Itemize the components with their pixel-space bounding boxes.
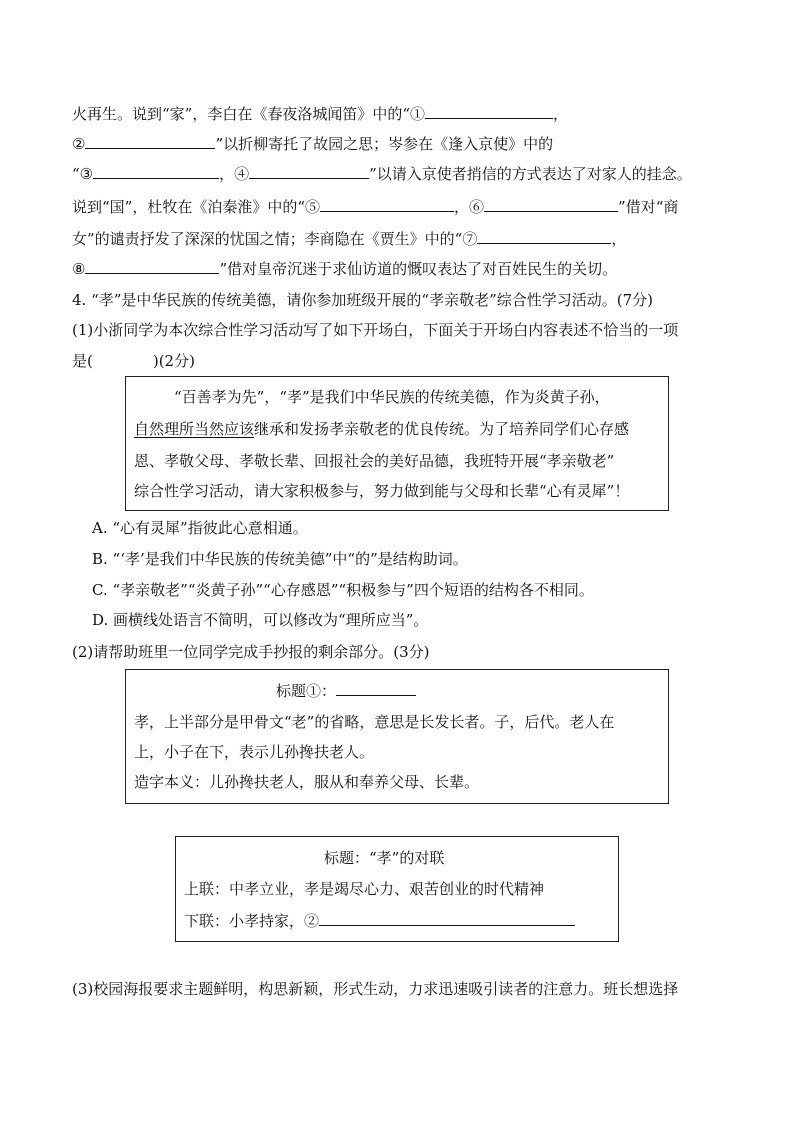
text: ，⑥ — [454, 198, 485, 216]
text: 下联：小孝持家，② — [184, 912, 320, 930]
question-4-stem: 4. “孝”是中华民族的传统美德，请你参加班级开展的“孝亲敬老”综合性学习活动。(7分) — [72, 291, 654, 309]
title-blank-1[interactable] — [336, 680, 416, 696]
text: ，④ — [219, 165, 250, 183]
text: ”借对“商 — [618, 198, 679, 216]
text: 女”的谴责抒发了深深的忧国之情；李商隐在《贾生》中的“⑦ — [72, 230, 478, 248]
sub-question-3: (3)校园海报要求主题鲜明，构思新颖，形式生动，力求迅速吸引读者的注意力。班长想选择 — [72, 980, 679, 998]
box1-line-2 — [134, 419, 629, 439]
box1-line-1: “百善孝为先”，“孝”是我们中华民族的传统美德，作为炎黄子孙， — [174, 388, 610, 406]
box2-line-1: 孝，上半部分是甲骨文“老”的省略，意思是长发长者。子，后代。老人在 — [134, 713, 615, 731]
poem-line-3 — [72, 163, 692, 184]
box2-title — [276, 680, 416, 701]
answer-blank-7[interactable] — [477, 228, 611, 244]
couplet-box — [175, 836, 619, 942]
poem-line-2 — [72, 133, 553, 154]
text: ⑧ — [72, 260, 86, 278]
poem-line-4 — [72, 196, 678, 217]
text: ② — [72, 135, 86, 153]
underlined-phrase: 自然理所当然应该 — [134, 420, 255, 438]
couplet-upper: 上联：中孝立业，孝是竭尽心力、艰苦创业的时代精神 — [184, 880, 545, 898]
box3-title: 标题：“孝”的对联 — [324, 849, 445, 867]
answer-blank-4[interactable] — [249, 163, 369, 179]
handwritten-newspaper-box — [125, 669, 669, 804]
option-a[interactable]: A. “心有灵犀”指彼此心意相通。 — [92, 519, 308, 537]
option-c[interactable]: C. “孝亲敬老”“炎黄子孙”“心存感恩”“积极参与”四个短语的结构各不相同。 — [92, 581, 594, 599]
text: ， — [553, 105, 569, 123]
answer-blank-5[interactable] — [320, 196, 454, 212]
text: “③ — [72, 165, 94, 183]
text: 继承和发扬孝亲敬老的优良传统。为了培养同学们心存感 — [254, 420, 630, 438]
opening-remarks-box — [125, 376, 669, 511]
option-b[interactable]: B. “‘孝’是我们中华民族的传统美德”中“的”是结构助词。 — [92, 550, 468, 568]
answer-blank-1[interactable] — [425, 103, 553, 119]
poem-line-5 — [72, 228, 626, 249]
sub-question-1-line2: 是( )(2分) — [72, 352, 195, 370]
poem-line-1 — [72, 103, 568, 124]
sub-question-2: (2)请帮助班里一位同学完成手抄报的剩余部分。(3分) — [72, 643, 430, 661]
text: ， — [611, 230, 627, 248]
text: 说到“国”，杜牧在《泊秦淮》中的“⑤ — [72, 198, 321, 216]
text: ”借对皇帝沉迷于求仙访道的慨叹表达了对百姓民生的关切。 — [219, 260, 618, 278]
poem-line-6 — [72, 258, 617, 279]
box2-line-2: 上，小子在下，表示儿孙搀扶老人。 — [134, 743, 375, 761]
text: ”以请入京使者捎信的方式表达了对家人的挂念。 — [369, 165, 692, 183]
box1-line-3: 恩、孝敬父母、孝敬长辈、回报社会的美好品德，我班特开展“孝亲敬老” — [134, 452, 615, 470]
text: 标题①： — [276, 682, 337, 700]
couplet-answer-blank[interactable] — [319, 910, 575, 926]
option-d[interactable]: D. 画横线处语言不简明，可以修改为“理所应当”。 — [92, 611, 429, 629]
box2-line-3: 造字本义：儿孙搀扶老人，服从和奉养父母、长辈。 — [134, 773, 480, 791]
answer-blank-6[interactable] — [484, 196, 618, 212]
couplet-lower — [184, 910, 575, 931]
answer-blank-3[interactable] — [93, 163, 219, 179]
sub-question-1-line1: (1)小浙同学为本次综合性学习活动写了如下开场白，下面关于开场白内容表述不恰当的一项 — [72, 321, 679, 339]
text: 火再生。说到“家”，李白在《春夜洛城闻笛》中的“① — [72, 105, 426, 123]
box1-line-4: 综合性学习活动，请大家积极参与，努力做到能与父母和长辈“心有灵犀”！ — [134, 482, 630, 500]
answer-blank-8[interactable] — [85, 258, 219, 274]
answer-blank-2[interactable] — [85, 133, 215, 149]
text: ”以折柳寄托了故园之思；岑参在《逢入京使》中的 — [215, 135, 554, 153]
